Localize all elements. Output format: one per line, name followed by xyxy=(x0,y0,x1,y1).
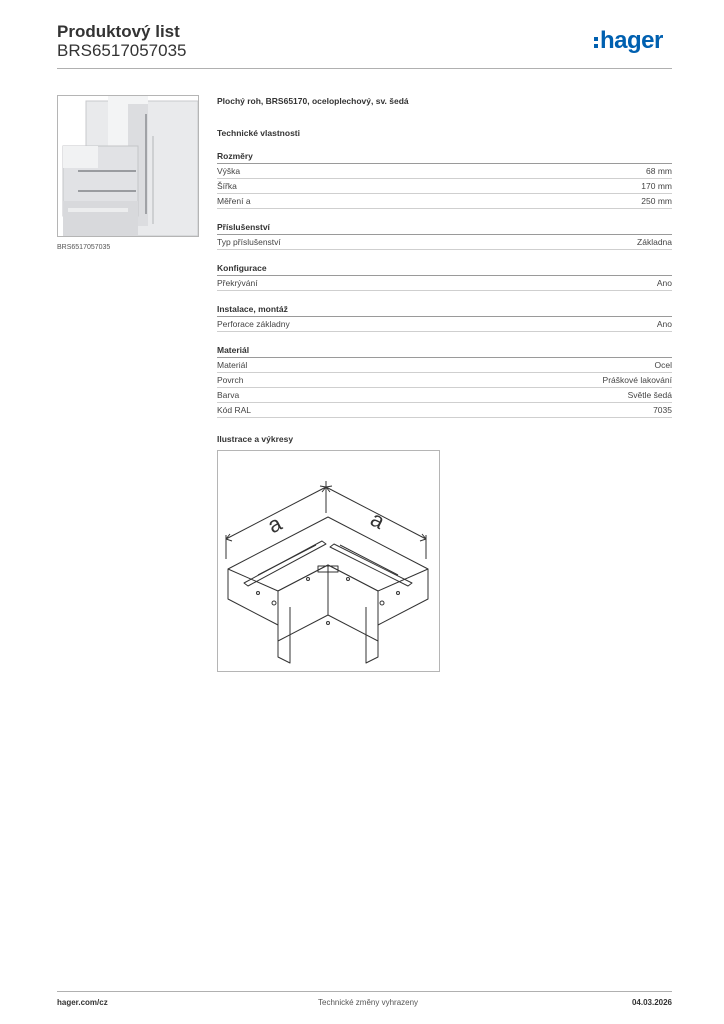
spec-value: 250 mm xyxy=(641,196,672,206)
footer-divider xyxy=(57,991,672,992)
section-title: Příslušenství xyxy=(217,222,672,235)
illustrations-title: Ilustrace a výkresy xyxy=(217,434,294,444)
specifications xyxy=(217,96,672,444)
spec-label: Materiál xyxy=(217,360,248,370)
spec-label: Kód RAL xyxy=(217,405,252,415)
product-photo xyxy=(57,95,199,237)
spec-label: Výška xyxy=(217,166,241,176)
spec-value: Práškové lakování xyxy=(602,375,672,385)
spec-row xyxy=(217,403,672,418)
product-code: BRS6517057035 xyxy=(57,41,187,60)
spec-label: Překrývání xyxy=(217,278,258,288)
section-title: Rozměry xyxy=(217,151,672,164)
spec-value: Ano xyxy=(656,278,672,288)
spec-row xyxy=(217,358,672,373)
header-divider xyxy=(57,68,672,69)
spec-value: Ano xyxy=(656,319,672,329)
logo-dots-icon xyxy=(594,37,598,48)
spec-value: Světle šedá xyxy=(627,390,672,400)
section-accessories xyxy=(217,222,672,250)
product-photo-image xyxy=(58,96,198,236)
tech-properties-title: Technické vlastnosti xyxy=(217,128,300,138)
page-title: Produktový list xyxy=(57,22,180,41)
section-title: Materiál xyxy=(217,345,672,358)
spec-label: Šířka xyxy=(217,181,237,191)
section-material xyxy=(217,345,672,418)
hager-logo xyxy=(594,29,663,53)
spec-row xyxy=(217,388,672,403)
spec-row xyxy=(217,164,672,179)
corner-drawing xyxy=(218,451,439,671)
spec-row xyxy=(217,194,672,209)
technical-drawing xyxy=(217,450,440,672)
footer-date: 04.03.2026 xyxy=(631,998,672,1007)
section-title: Instalace, montáž xyxy=(217,304,672,317)
spec-row xyxy=(217,235,672,250)
spec-value: 68 mm xyxy=(646,166,672,176)
spec-label: Měření a xyxy=(217,196,251,206)
section-dimensions xyxy=(217,151,672,209)
spec-row xyxy=(217,317,672,332)
photo-caption: BRS6517057035 xyxy=(57,244,111,251)
dimension-label-left: a xyxy=(263,510,286,539)
spec-value: 7035 xyxy=(653,405,672,415)
dimension-label-right: a xyxy=(366,506,389,534)
product-name: Plochý roh, BRS65170, oceloplechový, sv. šedá xyxy=(217,96,409,106)
spec-value: 170 mm xyxy=(641,181,672,191)
section-title: Konfigurace xyxy=(217,263,672,276)
spec-label: Perforace základny xyxy=(217,319,290,329)
logo-text: hager xyxy=(600,27,663,54)
spec-label: Typ příslušenství xyxy=(217,237,281,247)
spec-row xyxy=(217,179,672,194)
page-header xyxy=(57,22,187,60)
website-link[interactable]: hager.com/cz xyxy=(57,998,108,1007)
spec-row xyxy=(217,276,672,291)
footer-disclaimer: Technické změny vyhrazeny xyxy=(318,998,419,1007)
spec-row xyxy=(217,373,672,388)
spec-value: Základna xyxy=(637,237,672,247)
spec-label: Povrch xyxy=(217,375,244,385)
section-installation xyxy=(217,304,672,332)
section-configuration xyxy=(217,263,672,291)
spec-value: Ocel xyxy=(654,360,672,370)
spec-label: Barva xyxy=(217,390,240,400)
